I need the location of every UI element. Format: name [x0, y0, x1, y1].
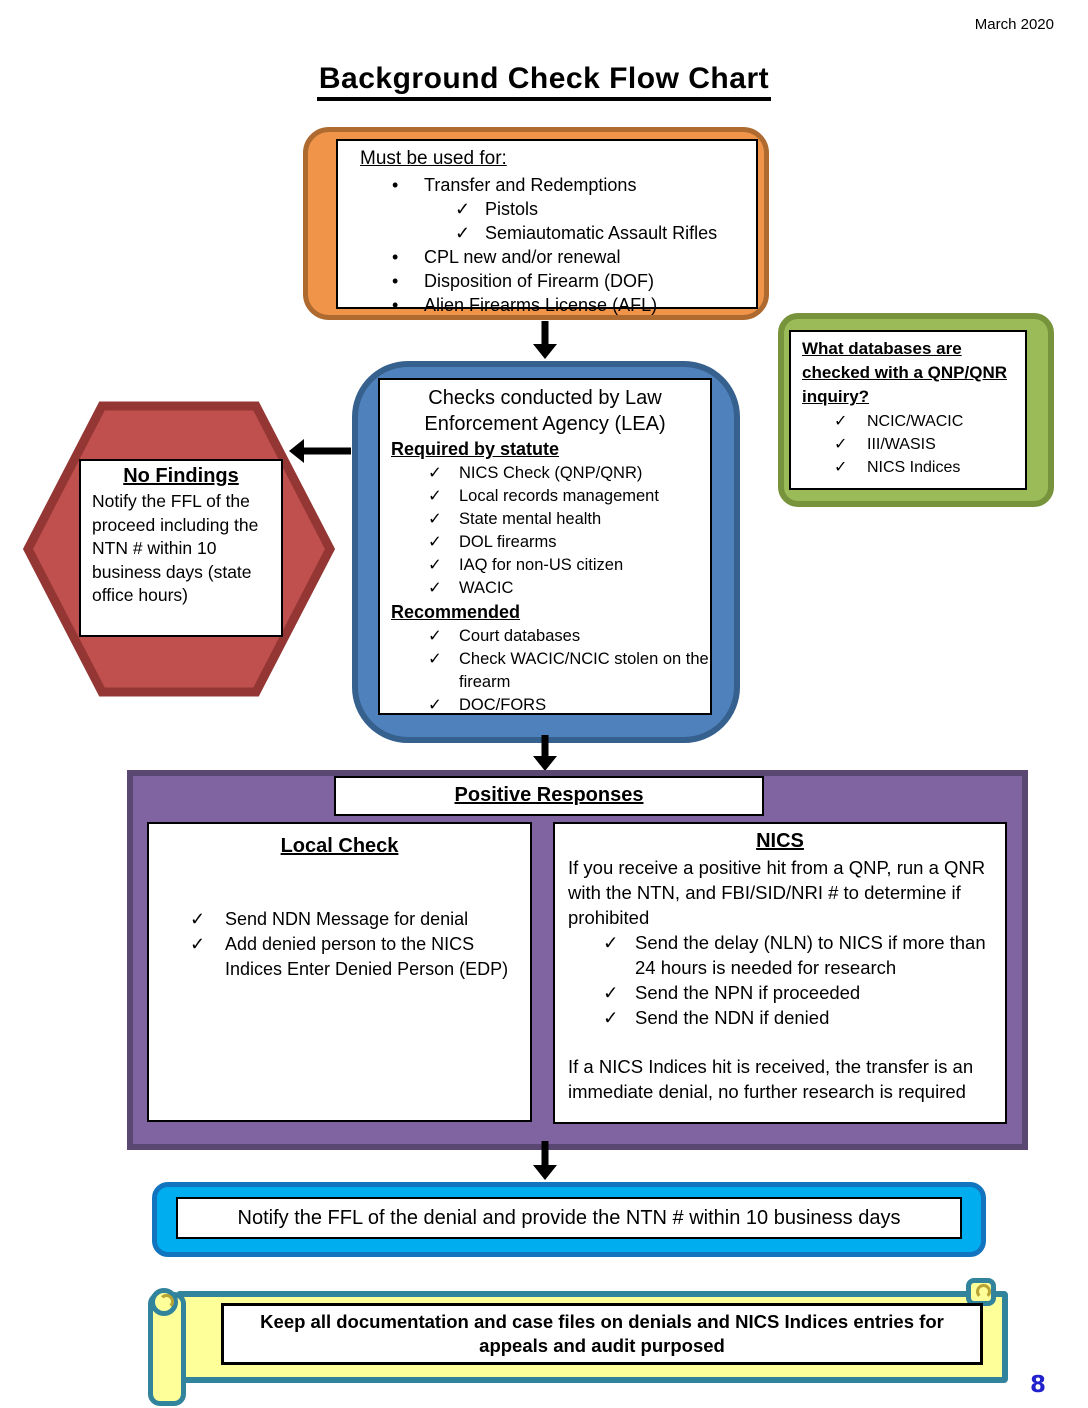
bullet-icon: •	[392, 271, 399, 291]
scroll-note-panel: Keep all documentation and case files on denials and NICS Indices entries for appeals and audit purposed	[221, 1303, 983, 1365]
no-findings-heading: No Findings	[123, 465, 239, 487]
scroll-curl-icon	[150, 1288, 178, 1316]
bullet-icon: •	[392, 175, 399, 195]
check-icon: ✓	[428, 579, 442, 597]
nics-heading: NICS	[756, 830, 804, 852]
flow-arrow-down-icon	[528, 1141, 562, 1180]
check-icon: ✓	[603, 982, 619, 1003]
check-icon: ✓	[190, 909, 206, 929]
list-item: ✓ Check WACIC/NCIC stolen on the firearm	[428, 650, 709, 691]
list-item: ✓ Send the NDN if denied	[603, 1007, 830, 1028]
databases-heading: What databases are checked with a QNP/QNR inquiry?	[802, 339, 1007, 406]
check-icon: ✓	[428, 464, 442, 482]
nics-panel	[553, 822, 1007, 1124]
check-icon: ✓	[428, 533, 442, 551]
check-icon: ✓	[834, 413, 848, 430]
list-item: ✓ NICS Indices	[791, 456, 1025, 479]
list-item: ✓ State mental health	[380, 508, 710, 531]
check-icon: ✓	[428, 556, 442, 574]
check-icon: ✓	[428, 487, 442, 505]
flow-arrow-down-icon	[528, 735, 562, 771]
check-icon: ✓	[603, 932, 619, 953]
page-date: March 2020	[974, 16, 1054, 33]
page-title-wrap	[0, 62, 1088, 101]
local-check-panel	[147, 822, 532, 1122]
must-use-panel	[336, 139, 758, 315]
check-icon: ✓	[428, 510, 442, 528]
list-item: ✓ WACIC	[380, 577, 710, 600]
must-use-heading: Must be used for:	[360, 148, 507, 169]
list-item: ✓ Add denied person to the NICS Indices Enter Denied Person (EDP)	[190, 934, 509, 979]
list-item: ✓ Local records management	[380, 485, 710, 508]
list-item: • Alien Firearms License (AFL)	[392, 295, 658, 315]
lea-checks-panel	[378, 378, 712, 715]
check-icon: ✓	[190, 934, 206, 954]
scroll-curl-icon	[966, 1278, 996, 1306]
check-icon: ✓	[834, 459, 848, 476]
check-icon: ✓	[834, 436, 848, 453]
check-icon: ✓	[455, 199, 471, 219]
list-item: ✓ Pistols	[455, 199, 539, 219]
check-icon: ✓	[428, 627, 442, 645]
check-icon: ✓	[603, 1007, 619, 1028]
list-item: ✓ NCIC/WACIC	[791, 410, 1025, 433]
list-item: • Transfer and Redemptions	[392, 175, 637, 195]
lea-title: Checks conducted by Law Enforcement Agency (LEA)	[424, 387, 666, 435]
bullet-icon: •	[392, 295, 399, 315]
bullet-icon: •	[392, 247, 399, 267]
required-heading: Required by statute	[391, 439, 560, 459]
list-item: ✓ Send NDN Message for denial	[149, 907, 530, 932]
check-icon: ✓	[428, 696, 442, 714]
list-item: • Disposition of Firearm (DOF)	[392, 271, 655, 291]
flow-arrow-down-icon	[528, 321, 562, 359]
no-findings-panel	[79, 459, 283, 637]
nics-outro: If a NICS Indices hit is received, the transfer is an immediate denial, no further research is required	[568, 1056, 974, 1102]
databases-panel	[789, 330, 1027, 490]
list-item: • CPL new and/or renewal	[392, 247, 621, 267]
list-item: ✓ Send the delay (NLN) to NICS if more than 24 hours is needed for research	[603, 932, 986, 978]
list-item: ✓ Court databases	[380, 625, 710, 648]
list-item: ✓ III/WASIS	[791, 433, 1025, 456]
recommended-heading: Recommended	[391, 602, 521, 622]
list-item: ✓ DOL firearms	[380, 531, 710, 554]
list-item: ✓ IAQ for non-US citizen	[380, 554, 710, 577]
nics-intro: If you receive a positive hit from a QNP, run a QNR with the NTN, and FBI/SID/NRI # to determine if prohibited	[568, 857, 986, 928]
list-item: ✓ Send the NPN if proceeded	[603, 982, 861, 1003]
page-title: Background Check Flow Chart	[317, 62, 771, 101]
list-item: ✓ DOC/FORS	[380, 694, 710, 717]
list-item: ✓ Semiautomatic Assault Rifles	[455, 223, 718, 243]
list-item: ✓ NICS Check (QNP/QNR)	[380, 462, 710, 485]
local-check-heading: Local Check	[280, 835, 399, 857]
notify-ffl-panel: Notify the FFL of the denial and provide the NTN # within 10 business days	[176, 1197, 962, 1239]
check-icon: ✓	[455, 223, 471, 243]
check-icon: ✓	[428, 650, 442, 668]
page-number: 8	[1029, 1372, 1046, 1398]
no-findings-body: Notify the FFL of the proceed including the NTN # within 10 business days (state office hours)	[92, 491, 259, 605]
positive-responses-header: Positive Responses	[334, 776, 764, 816]
